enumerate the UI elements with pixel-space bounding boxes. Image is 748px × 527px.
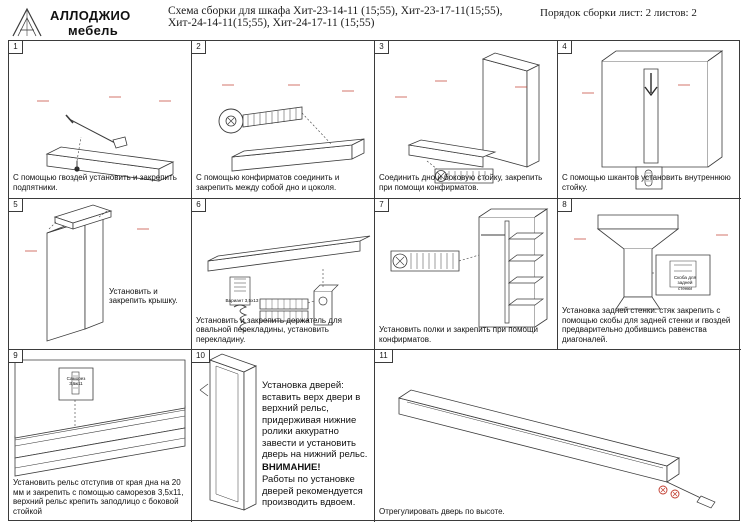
brand-logo bbox=[10, 6, 160, 40]
step-caption: Установить и закрепить крышку. bbox=[109, 287, 178, 306]
steps-grid bbox=[8, 40, 740, 521]
step-caption: Отрегулировать дверь по высоте. bbox=[379, 506, 505, 516]
step-illustration-11 bbox=[375, 350, 741, 522]
step-caption: Установить и закрепить держатель для овальной перекладины, установить перекладину. bbox=[196, 315, 342, 344]
title-line-2: Хит-24-14-11(15;55), Хит-24-17-11 (15;55) bbox=[168, 17, 375, 30]
step-cell-5 bbox=[9, 199, 192, 350]
brand-subtitle: мебель bbox=[68, 23, 118, 38]
step-cell-11 bbox=[375, 350, 741, 522]
step-number: 11 bbox=[375, 350, 393, 363]
step-cell-6 bbox=[192, 199, 375, 350]
step-number: 3 bbox=[375, 41, 389, 54]
step-caption: Установить полки и закрепить при помощи конфирматов. bbox=[379, 325, 538, 344]
step-cell-2 bbox=[192, 41, 375, 199]
step-cell-3 bbox=[375, 41, 558, 199]
warning-title: ВНИМАНИЕ! bbox=[262, 462, 321, 473]
step-number: 4 bbox=[558, 41, 572, 54]
step-number: 6 bbox=[192, 199, 206, 212]
step-cell-1 bbox=[9, 41, 192, 199]
step-caption: Установка задней стенки: стяк закрепить с помощью скобы для задней стенки и гвоздей предварительно добившись равенства диагоналей. bbox=[562, 306, 731, 344]
step-cell-9 bbox=[9, 350, 192, 522]
step-caption: Соединить дно и боковую стойку, закрепить при помощи конфирматов. bbox=[379, 173, 543, 192]
step-number: 1 bbox=[9, 41, 23, 54]
sheet-number: Порядок сборки лист: 2 листов: 2 bbox=[540, 7, 697, 19]
variant-label: Вариант 3,5х13 bbox=[225, 298, 259, 303]
title-line-1: Схема сборки для шкафа Хит-23-14-11 (15;55), Хит-23-17-11(15;55), bbox=[168, 5, 503, 17]
step-caption: Установить рельс отступив от края дна на 20 мм и закрепить с помощью саморезов 3,5х11, верхний рельс крепить заподлицо с боковой стойкой bbox=[13, 478, 184, 516]
screw-label: Саморез 3,5х11 bbox=[66, 376, 86, 387]
step-cell-10 bbox=[192, 350, 375, 522]
step-number: 7 bbox=[375, 199, 389, 212]
step-number: 10 bbox=[192, 350, 210, 363]
step-number: 2 bbox=[192, 41, 206, 54]
step-cell-7 bbox=[375, 199, 558, 350]
step-caption: С помощью гвоздей установить и закрепить подпятники. bbox=[13, 173, 177, 192]
step-cell-4 bbox=[558, 41, 741, 199]
warning-text: Работы по установке дверей рекомендуется производить вдвоем. bbox=[262, 474, 363, 508]
step-number: 8 bbox=[558, 199, 572, 212]
step-caption: С помощью конфирматов соединить и закрепить между собой дно и цоколя. bbox=[196, 173, 340, 192]
sheet-header bbox=[8, 4, 742, 40]
bracket-label: Скоба для задней стенки bbox=[673, 275, 697, 291]
step-caption: Установка дверей: вставить верх двери в верхний рельс, придерживая нижние ролики аккуратно завести и установить дверь на нижний рельс. bbox=[262, 380, 368, 460]
step-illustration-5 bbox=[9, 199, 191, 349]
brand-name: АЛЛОДЖИО bbox=[50, 8, 131, 23]
document-title bbox=[168, 5, 558, 30]
triangle-monogram-icon bbox=[10, 6, 44, 38]
step-number: 5 bbox=[9, 199, 23, 212]
step-cell-8 bbox=[558, 199, 741, 350]
step-caption: С помощью шкантов установить внутреннюю стойку. bbox=[562, 173, 731, 192]
step-number: 9 bbox=[9, 350, 23, 363]
